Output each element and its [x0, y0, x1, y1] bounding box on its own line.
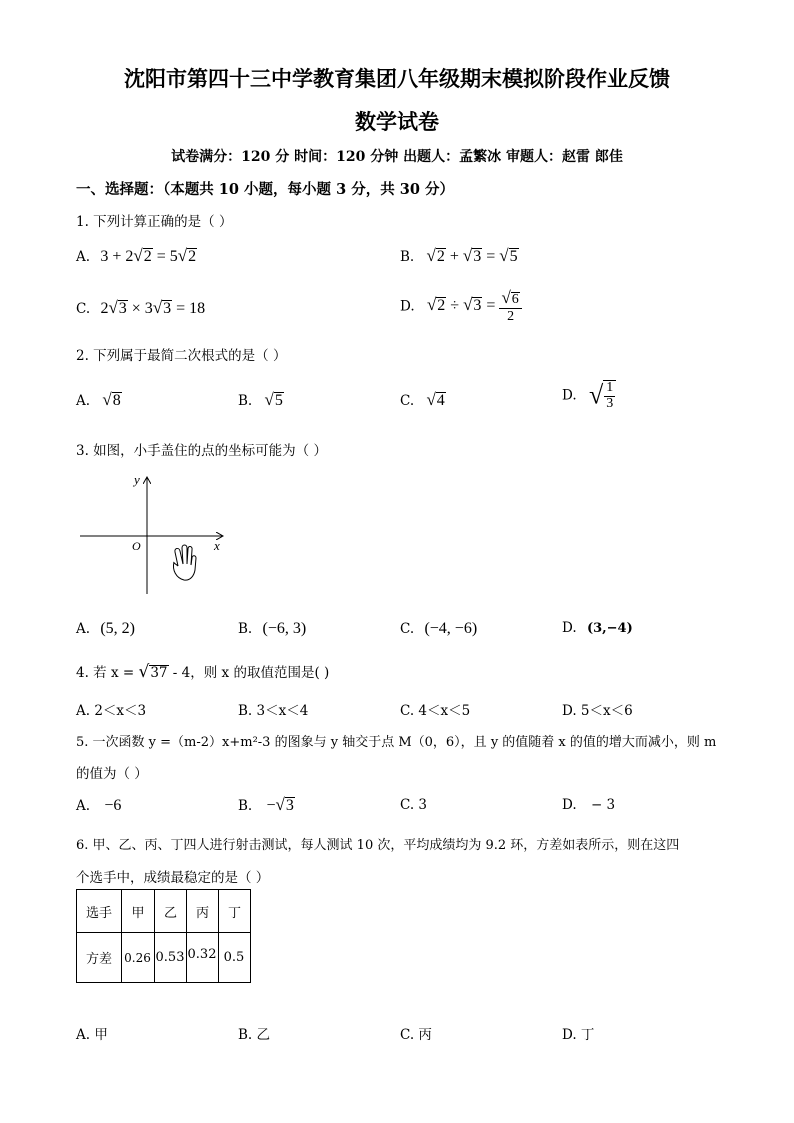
radical-sign: √	[108, 298, 118, 317]
q5-option-d[interactable]	[562, 797, 615, 813]
stem-text: - 4，则 x 的取值范围是( )	[168, 665, 330, 681]
math-text: −	[266, 797, 276, 814]
option-label: D.	[562, 797, 577, 813]
radicand: 3	[473, 297, 482, 315]
radicand: 2	[143, 248, 152, 265]
option-value: −6	[104, 797, 122, 814]
radical-sign: √	[275, 795, 285, 814]
q1-option-b[interactable]	[400, 246, 519, 266]
q6-option-a[interactable]: A. 甲	[76, 1027, 108, 1043]
exam-subtitle: 数学试卷	[355, 109, 439, 134]
q4-option-b[interactable]: B. 3＜x＜4	[238, 703, 309, 719]
q3-option-c[interactable]	[400, 620, 477, 638]
q2-option-c[interactable]	[400, 390, 446, 410]
q1-option-a[interactable]	[76, 246, 197, 266]
option-label: A.	[76, 249, 91, 265]
exam-title: 沈阳市第四十三中学教育集团八年级期末模拟阶段作业反馈	[124, 66, 670, 91]
table-cell: 方差	[77, 933, 122, 983]
radical-sign: √	[501, 288, 511, 307]
q6-option-b[interactable]: B. 乙	[238, 1027, 271, 1043]
option-label: B.	[238, 798, 253, 814]
table-header-cell: 丙	[187, 890, 219, 933]
coordinate-value: (3,−4)	[586, 621, 633, 636]
q2-option-a[interactable]	[76, 390, 122, 410]
exam-info: 试卷满分：120 分 时间：120 分钟 出题人：孟繁冰 审题人：赵雷 郎佳	[171, 149, 623, 165]
question-2-stem: 2. 下列属于最简二次根式的是（ ）	[76, 348, 287, 364]
question-5-stem-line-1: 5. 一次函数 y =（m-2）x+m²-3 的图象与 y 轴交于点 M（0，6），且 y 的值随着 x 的值的增大而减小，则 m	[76, 735, 717, 750]
radical-sign: √	[426, 246, 436, 265]
radical-sign: √	[588, 380, 604, 410]
radicand: 3	[473, 248, 482, 265]
q5-option-b[interactable]	[238, 795, 295, 815]
table-row	[77, 933, 251, 983]
option-label: A.	[76, 798, 91, 814]
radicand: 2	[437, 297, 446, 315]
q6-option-d[interactable]: D. 丁	[562, 1027, 595, 1043]
radicand: 3	[118, 300, 127, 317]
numerator: 1	[606, 380, 614, 395]
denominator: 3	[606, 395, 614, 411]
radicand: 5	[509, 248, 518, 265]
cell-value: 0.53	[155, 950, 185, 965]
coordinate-value: (5, 2)	[100, 620, 135, 637]
q4-option-a[interactable]: A. 2＜x＜3	[76, 703, 147, 719]
math-text: 2	[100, 300, 109, 317]
table-cell	[187, 933, 219, 983]
table-header-row	[77, 890, 251, 933]
radicand: 8	[112, 392, 121, 409]
stem-text: 4. 若 x =	[76, 665, 139, 681]
radicand	[603, 380, 616, 411]
question-4-stem	[76, 661, 329, 682]
math-text: × 3	[127, 300, 153, 317]
radicand: 2	[436, 248, 445, 265]
question-3-stem: 3. 如图，小手盖住的点的坐标可能为（ ）	[76, 443, 327, 459]
q1-option-d[interactable]	[400, 288, 522, 325]
option-label: D.	[400, 298, 415, 315]
radical-sign: √	[102, 390, 112, 409]
math-text: 3 + 2	[100, 248, 134, 265]
fraction	[499, 288, 521, 325]
table-header-cell: 选手	[77, 890, 122, 933]
origin-label: O	[132, 539, 141, 553]
option-label: B.	[238, 393, 253, 409]
q3-option-d[interactable]	[562, 620, 633, 636]
radicand: 5	[274, 392, 283, 409]
radicand: 6	[511, 292, 519, 307]
option-label: B.	[238, 621, 253, 637]
question-6-stem-line-2: 个选手中，成绩最稳定的是（ ）	[76, 870, 270, 886]
table-header-cell: 丁	[219, 890, 251, 933]
q2-option-d[interactable]	[562, 380, 616, 411]
radical-sign: √	[264, 390, 274, 409]
cell-value: 0.26	[124, 950, 151, 965]
table-cell	[122, 933, 155, 983]
math-text: =	[482, 248, 500, 265]
cell-value: 0.32	[187, 947, 217, 962]
q3-option-a[interactable]	[76, 620, 135, 638]
radical-sign: √	[463, 295, 473, 315]
q5-option-a[interactable]	[76, 797, 121, 815]
radicand: 3	[285, 797, 294, 814]
option-label: C.	[400, 621, 415, 637]
radical-sign: √	[177, 246, 188, 265]
hand-icon	[173, 545, 196, 580]
table-cell	[155, 933, 187, 983]
y-axis-label: y	[134, 472, 140, 487]
table-header-cell: 乙	[155, 890, 187, 933]
q2-option-b[interactable]	[238, 390, 284, 410]
option-label: B.	[400, 249, 415, 265]
coordinate-value: (−6, 3)	[262, 620, 307, 637]
option-label: C.	[400, 393, 415, 409]
radicand: 37	[150, 665, 168, 681]
math-text: =	[482, 297, 500, 315]
option-value: − 3	[590, 797, 616, 813]
q1-option-c[interactable]	[76, 298, 205, 318]
radical-sign: √	[462, 246, 473, 265]
table-cell	[219, 933, 251, 983]
radicand: 3	[163, 300, 172, 317]
math-text: ÷	[446, 297, 464, 315]
question-1-stem: 1. 下列计算正确的是（ ）	[76, 214, 233, 230]
question-6-stem-line-1: 6. 甲、乙、丙、丁四人进行射击测试，每人测试 10 次，平均成绩均为 9.2 环，方差如表所示，则在这四	[76, 838, 680, 853]
q4-option-c[interactable]: C. 4＜x＜5	[400, 703, 471, 719]
denominator: 2	[507, 309, 515, 324]
option-label: C.	[76, 301, 91, 317]
q6-option-c[interactable]: C. 丙	[400, 1027, 432, 1043]
math-text: = 18	[172, 300, 206, 317]
radical-sign: √	[152, 298, 163, 317]
radical-sign: √	[426, 390, 436, 409]
question-5-stem-line-2: 的值为（ ）	[76, 766, 148, 782]
math-text: +	[445, 248, 463, 265]
option-label: D.	[562, 620, 577, 636]
radical-sign: √	[499, 246, 509, 265]
section-heading: 一、选择题：（本题共 10 小题，每小题 3 分，共 30 分）	[76, 181, 454, 198]
coordinate-value: (−4, −6)	[424, 620, 478, 637]
radicand: 2	[188, 248, 197, 265]
q5-option-c[interactable]: C. 3	[400, 797, 428, 813]
math-text: = 5	[152, 248, 178, 265]
cell-value: 0.5	[223, 950, 245, 965]
x-axis-label: x	[214, 538, 220, 553]
variance-table	[76, 889, 251, 983]
q4-option-d[interactable]: D. 5＜x＜6	[562, 703, 633, 719]
radical-sign: √	[426, 295, 437, 315]
radical-sign: √	[133, 246, 143, 265]
radical-sign: √	[138, 662, 150, 682]
table-header-cell: 甲	[122, 890, 155, 933]
radicand: 4	[436, 392, 445, 409]
option-label: A.	[76, 621, 91, 637]
coordinate-figure	[76, 470, 236, 600]
option-label: D.	[562, 387, 577, 404]
option-label: A.	[76, 393, 91, 409]
q3-option-b[interactable]	[238, 620, 306, 638]
